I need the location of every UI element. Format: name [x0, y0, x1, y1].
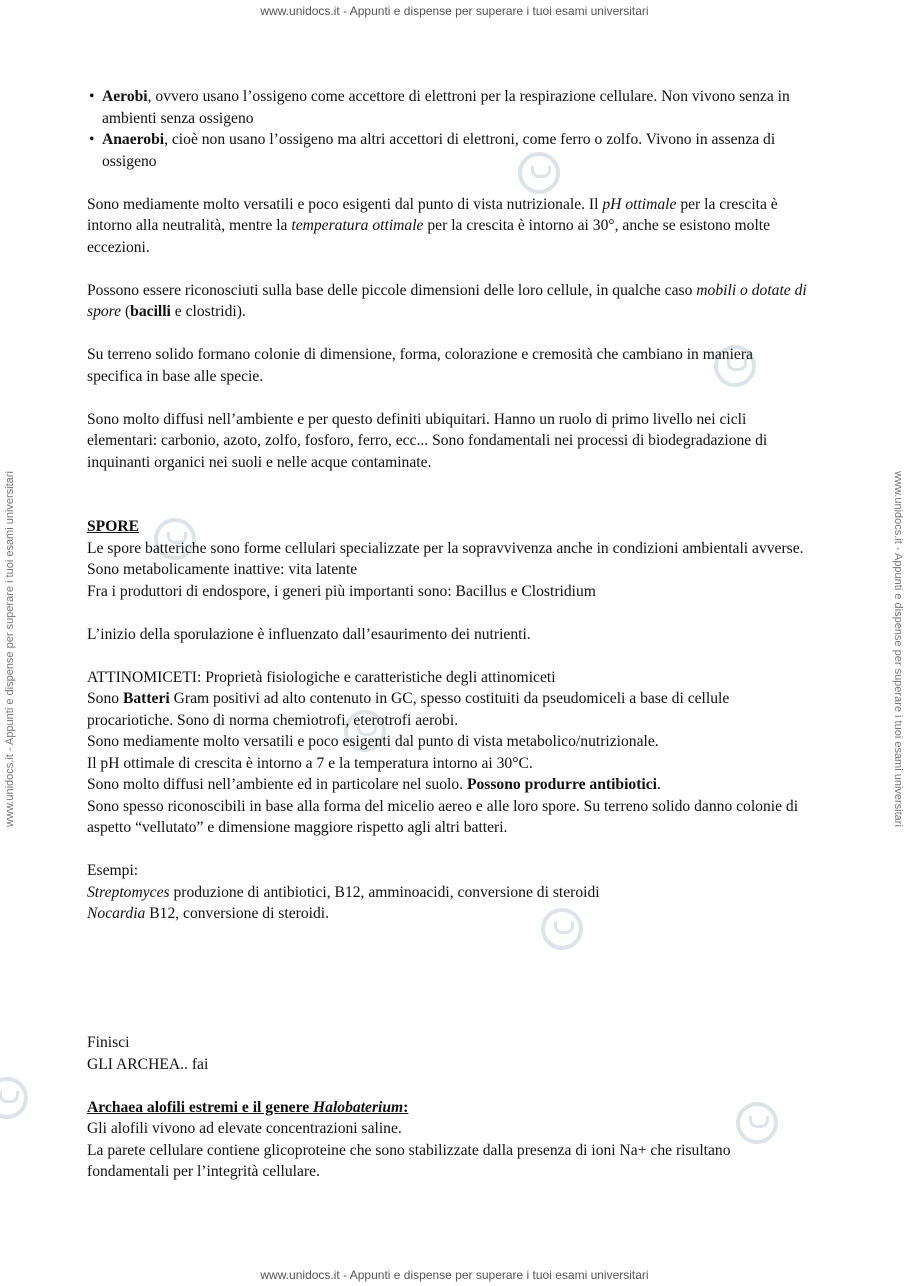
heading-spore: SPORE: [87, 518, 139, 535]
document-body: [87, 86, 809, 1183]
watermark-bottom: www.unidocs.it - Appunti e dispense per superare i tuoi esami universitari: [260, 1268, 649, 1282]
spore-line: Fra i produttori di endospore, i generi più importanti sono: Bacillus e Clostridium: [87, 582, 596, 600]
esempi-label: Esempi:: [87, 862, 139, 879]
archaea-line: La parete cellulare contiene glicoproteine che sono stabilizzate dalla presenza di ioni Na+ che risultano fondamentali per l’integrità cellulare.: [87, 1141, 731, 1180]
list-item: • Aerobi, ovvero usano l’ossigeno come accettore di elettroni per la respirazione cellulare. Non vivono senza in ambienti senza ossigeno: [87, 86, 809, 129]
heading-archaea: Archaea alofili estremi e il genere Halobaterium:: [87, 1098, 409, 1116]
esempi-item: Streptomyces produzione di antibiotici, B12, amminoacidi, conversione di steroidi: [87, 883, 600, 901]
spore-line: Le spore batteriche sono forme cellulari specializzate per la sopravvivenza anche in condizioni ambientali avverse. Sono metabolicamente inattive: vita latente: [87, 539, 804, 578]
attinomiceti-line: Sono spesso riconoscibili in base alla forma del micelio aereo e alle loro spore. Su terreno solido danno colonie di aspetto “vellutato” e dimensione maggiore rispetto agli altri batteri.: [87, 797, 799, 836]
attinomiceti-line: Sono mediamente molto versatili e poco esigenti dal punto di vista metabolico/nutrizionale.: [87, 733, 659, 750]
watermark-top: www.unidocs.it - Appunti e dispense per superare i tuoi esami universitari: [260, 4, 649, 18]
watermark-side-right: www.unidocs.it - Appunti e dispense per superare i tuoi esami universitari: [892, 471, 904, 827]
watermark-side-left: www.unidocs.it - Appunti e dispense per superare i tuoi esami universitari: [4, 471, 16, 827]
attinomiceti-title: ATTINOMICETI: Proprietà fisiologiche e caratteristiche degli attinomiceti: [87, 668, 556, 686]
esempi-item: Nocardia B12, conversione di steroidi.: [87, 905, 329, 922]
organism-type-list: [87, 86, 809, 172]
unidocs-smile-icon: [0, 1077, 28, 1119]
attinomiceti-line: Il pH ottimale di crescita è intorno a 7 e la temperatura intorno ai 30°C.: [87, 754, 533, 772]
paragraph-nutrition: Sono mediamente molto versatili e poco esigenti dal punto di vista nutrizionale. Il pH ottimale per la crescita è intorno alla neutralità, mentre la temperatura ottimale per la crescita è intorno ai 30°, anche se esistono molte eccezioni.: [87, 195, 778, 256]
paragraph-colonies: Su terreno solido formano colonie di dimensione, forma, colorazione e cremosità che cambiano in maniera specifica in base alle specie.: [87, 346, 753, 385]
archaea-line: Gli alofili vivono ad elevate concentrazioni saline.: [87, 1120, 402, 1137]
attinomiceti-line: Sono Batteri Gram positivi ad alto contenuto in GC, spesso costituiti da pseudomiceli a base di cellule procariotiche. Sono di norma chemiotrofi, eterotrofi aerobi.: [87, 690, 730, 729]
attinomiceti-line: Sono molto diffusi nell’ambiente ed in particolare nel suolo. Possono produrre antibiotici.: [87, 776, 661, 793]
paragraph-ubiquitous: Sono molto diffusi nell’ambiente e per questo definiti ubiquitari. Hanno un ruolo di primo livello nei cicli elementari: carbonio, azoto, zolfo, fosforo, ferro, ecc... Sono fondamentali nei processi di biodegradazione di inquinanti organici nei suoli e nelle acque contaminate.: [87, 410, 768, 471]
paragraph-recognition: Possono essere riconosciuti sulla base delle piccole dimensioni delle loro cellule, in qualche caso mobili o dotate di spore (bacilli e clostridi).: [87, 281, 807, 320]
note-line: GLI ARCHEA.. fai: [87, 1055, 209, 1073]
note-line: Finisci: [87, 1034, 130, 1051]
list-item: • Anaerobi, cioè non usano l’ossigeno ma altri accettori di elettroni, come ferro o zolfo. Vivono in assenza di ossigeno: [87, 129, 809, 172]
spore-line: L’inizio della sporulazione è influenzato dall’esaurimento dei nutrienti.: [87, 625, 531, 643]
